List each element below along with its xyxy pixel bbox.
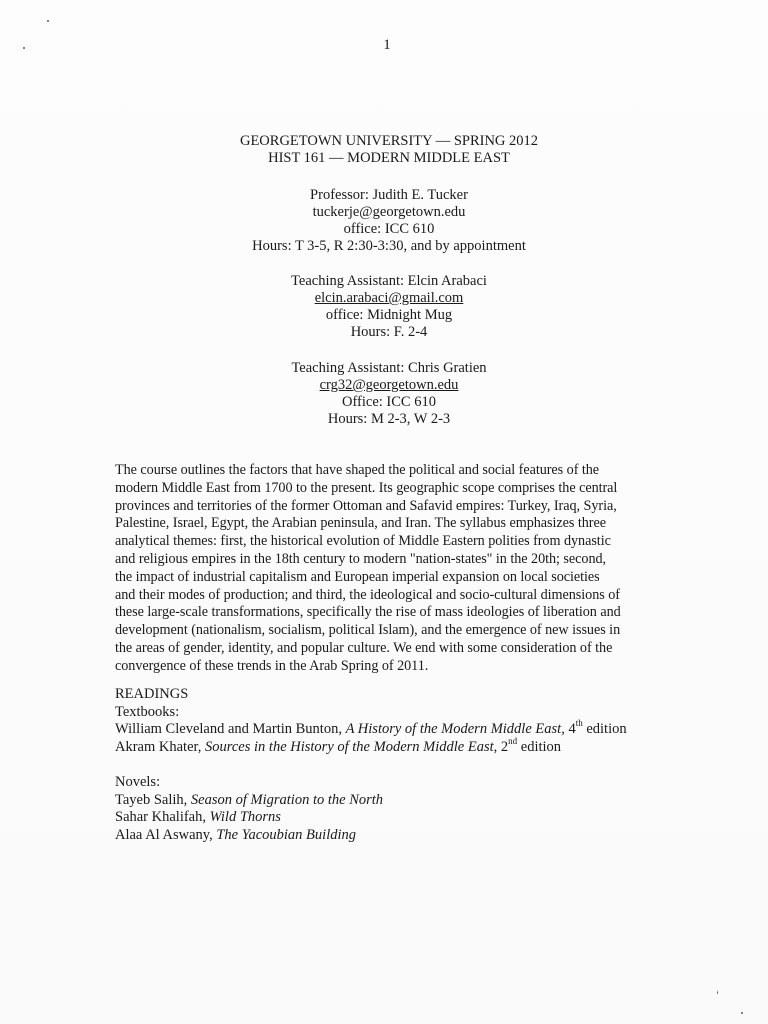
ta1-email-link[interactable]: elcin.arabaci@gmail.com <box>314 290 464 306</box>
professor-office: office: ICC 610 <box>343 221 435 237</box>
professor-hours: Hours: T 3-5, R 2:30-3:30, and by appointment <box>252 238 526 254</box>
scan-speck <box>741 1012 743 1014</box>
textbook-edition: , 2 <box>493 738 509 755</box>
novel-title: Season of Migration to the North <box>190 791 384 808</box>
novel-title: The Yacoubian Building <box>216 826 356 843</box>
professor-info <box>0 187 768 255</box>
professor-email: tuckerje@georgetown.edu <box>312 204 466 220</box>
description-line: provinces and territories of the former Ottoman and Safavid empires: Turkey, Iraq, Syria, <box>115 497 617 514</box>
ta2-email-link[interactable]: crg32@georgetown.edu <box>319 377 459 393</box>
page-number: 1 <box>383 37 391 53</box>
textbook-edition-word: edition <box>517 738 562 755</box>
novel-entry <box>115 809 675 827</box>
textbook-title: A History of the Modern Middle East <box>345 721 562 737</box>
textbook-author: William Cleveland and Martin Bunton, <box>115 721 346 737</box>
course-description <box>115 462 665 676</box>
ta1-name: Teaching Assistant: Elcin Arabaci <box>291 273 487 289</box>
textbook-edition: , 4 <box>561 721 576 737</box>
description-line: development (nationalism, socialism, political Islam), and the emergence of new issues in <box>115 622 621 639</box>
novel-author: Tayeb Salih, <box>115 791 191 808</box>
ta2-office: Office: ICC 610 <box>342 394 436 410</box>
description-line: convergence of these trends in the Arab Spring of 2011. <box>115 657 429 674</box>
description-line: Palestine, Israel, Egypt, the Arabian peninsula, and Iran. The syllabus emphasizes three <box>115 515 606 532</box>
textbook-entry <box>115 718 675 739</box>
description-line: The course outlines the factors that have shaped the political and social features of the <box>115 462 600 478</box>
scan-speck <box>47 20 49 22</box>
teaching-assistant-2-info <box>0 360 768 428</box>
edition-suffix: nd <box>508 735 518 746</box>
description-line: and religious empires in the 18th century to modern "nation-states" in the 20th; second, <box>115 550 607 567</box>
scan-speck <box>717 991 718 994</box>
course-header <box>0 133 768 167</box>
description-line: analytical themes: first, the historical evolution of Middle Eastern polities from dynastic <box>115 533 611 550</box>
description-line: the areas of gender, identity, and popular culture. We end with some consideration of the <box>115 639 613 656</box>
novels-section <box>115 774 675 844</box>
novel-entry <box>115 792 675 810</box>
ta1-hours: Hours: F. 2-4 <box>350 324 428 340</box>
description-line: and their modes of production; and third, the ideological and socio-cultural dimensions of <box>115 586 620 603</box>
course-title-line: HIST 161 — MODERN MIDDLE EAST <box>268 150 510 166</box>
description-line: modern Middle East from 1700 to the present. Its geographic scope comprises the central <box>115 479 618 496</box>
description-line: these large-scale transformations, specifically the rise of mass ideologies of liberation and <box>115 604 621 621</box>
novels-label: Novels: <box>115 774 161 790</box>
novel-title: Wild Thorns <box>209 809 281 825</box>
textbook-author: Akram Khater, <box>115 738 206 755</box>
textbook-edition-word: edition <box>582 721 627 737</box>
novel-author: Sahar Khalifah, <box>115 809 210 825</box>
ta2-name: Teaching Assistant: Chris Gratien <box>291 360 487 376</box>
ta2-hours: Hours: M 2-3, W 2-3 <box>327 411 451 427</box>
textbooks-label: Textbooks: <box>115 703 180 720</box>
novel-author: Alaa Al Aswany, <box>115 826 217 843</box>
readings-section <box>115 686 675 756</box>
textbook-entry <box>115 735 675 757</box>
textbook-title: Sources in the History of the Modern Middle East <box>205 738 494 755</box>
novel-entry <box>115 827 675 845</box>
edition-suffix: th <box>575 718 583 729</box>
readings-heading: READINGS <box>115 686 189 702</box>
professor-name: Professor: Judith E. Tucker <box>310 187 468 203</box>
description-line: the impact of industrial capitalism and European imperial expansion on local societies <box>115 568 600 585</box>
ta1-office: office: Midnight Mug <box>325 307 453 323</box>
university-term-line: GEORGETOWN UNIVERSITY — SPRING 2012 <box>239 133 539 149</box>
teaching-assistant-1-info <box>0 273 768 341</box>
